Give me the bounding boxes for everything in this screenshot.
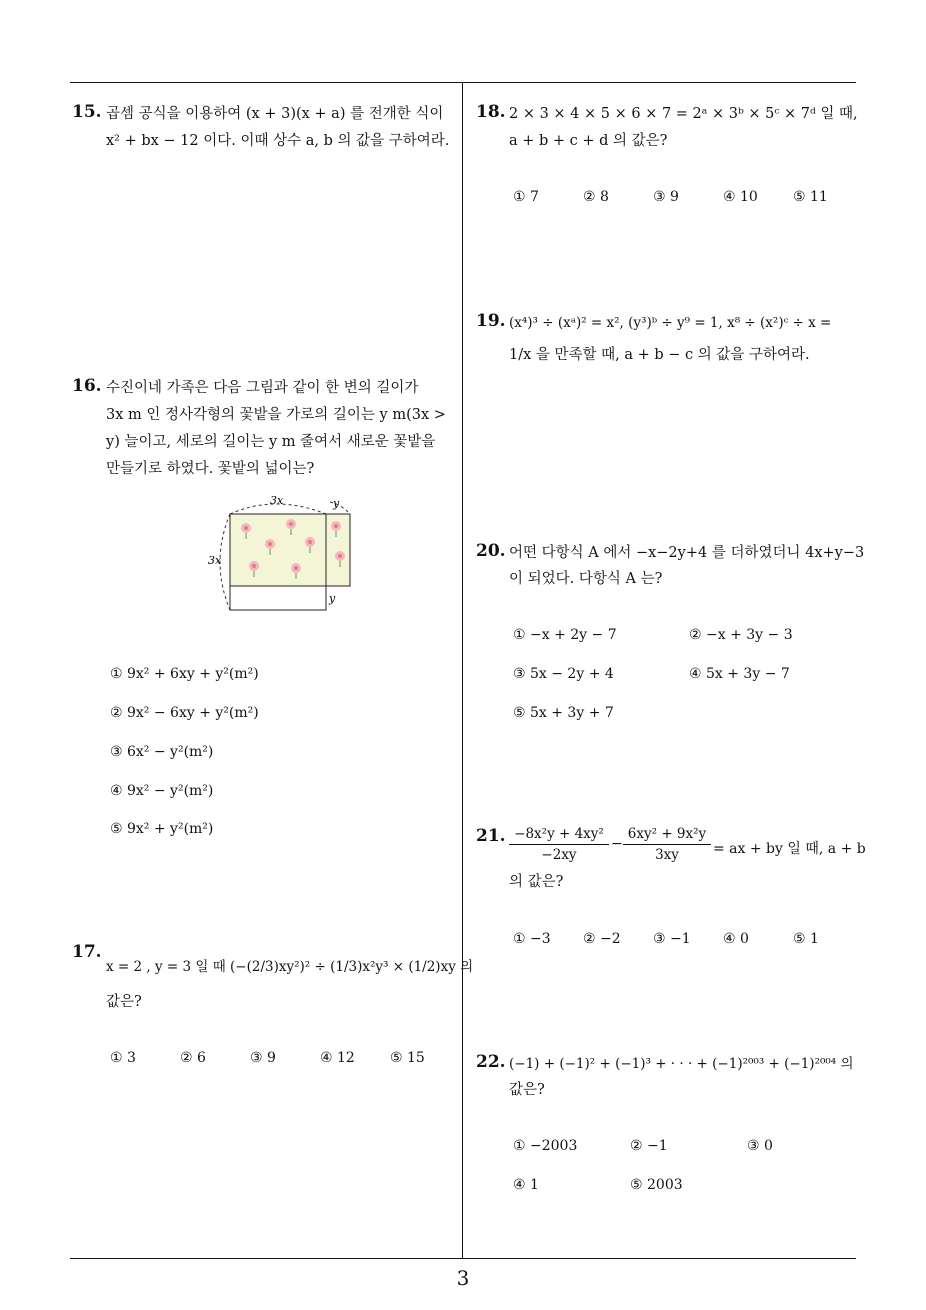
question-text-line: y) 늘이고, 세로의 길이는 y m 줄여서 새로운 꽃밭을: [106, 434, 436, 450]
question-text-line: 어떤 다항식 A 에서 −x−2y+4 를 더하였더니 4x+y−3: [509, 545, 865, 561]
option[interactable]: ③ 6x² − y²(m²): [110, 744, 214, 760]
option[interactable]: ④ 5x + 3y − 7: [689, 666, 790, 682]
option[interactable]: ① −x + 2y − 7: [513, 627, 617, 643]
question-text-line: a + b + c + d 의 값은?: [509, 133, 668, 149]
option[interactable]: ② −2: [583, 931, 621, 947]
fraction-numerator: 6xy² + 9x²y: [623, 826, 711, 845]
option[interactable]: ② 8: [583, 189, 609, 205]
option[interactable]: ④ 12: [320, 1050, 355, 1066]
question-text-line: 수진이네 가족은 다음 그림과 같이 한 변의 길이가: [106, 380, 419, 396]
label-y-right: y: [329, 592, 336, 605]
label-y-top: y: [333, 497, 340, 510]
label-3x-top: 3x: [270, 494, 284, 507]
fraction-denominator: 3xy: [655, 847, 679, 863]
option[interactable]: ② −1: [630, 1138, 668, 1154]
question-text-line: 의 값은?: [509, 874, 564, 890]
option[interactable]: ③ 9: [250, 1050, 276, 1066]
question-text-line: 1/x 을 만족할 때, a + b − c 의 값을 구하여라.: [509, 347, 810, 363]
question-number: 18.: [476, 102, 506, 122]
option[interactable]: ② −x + 3y − 3: [689, 627, 793, 643]
bottom-rule: [70, 1258, 856, 1259]
option[interactable]: ⑤ 15: [390, 1050, 425, 1066]
fraction-denominator: −2xy: [541, 847, 577, 863]
question-text-line: 3x m 인 정사각형의 꽃밭을 가로의 길이는 y m(3x >: [106, 407, 446, 423]
option[interactable]: ⑤ 9x² + y²(m²): [110, 821, 214, 837]
option[interactable]: ③ 5x − 2y + 4: [513, 666, 614, 682]
question-number: 17.: [72, 942, 102, 962]
top-rule: [70, 82, 856, 83]
option[interactable]: ⑤ 5x + 3y + 7: [513, 705, 614, 721]
fraction-2: [623, 826, 711, 863]
option[interactable]: ① −2003: [513, 1138, 578, 1154]
question-text-line: 값은?: [106, 994, 142, 1010]
question-text-line: (x⁴)³ ÷ (xᵃ)² = x², (y³)ᵇ ÷ y⁹ = 1, x⁸ ÷ (x²)ᶜ ÷ x =: [509, 315, 832, 331]
fraction-1: [509, 826, 609, 863]
option[interactable]: ① 7: [513, 189, 539, 205]
question-number: 15.: [72, 102, 102, 122]
question-text-line: 곱셈 공식을 이용하여 (x + 3)(x + a) 를 전개한 식이: [106, 106, 444, 122]
question-number: 22.: [476, 1052, 506, 1072]
option[interactable]: ③ 0: [747, 1138, 773, 1154]
question-text-line: x = 2 , y = 3 일 때 (−(2/3)xy²)² ÷ (1/3)x²y³ × (1/2)xy 의: [106, 959, 474, 975]
page-number: 3: [456, 1266, 470, 1290]
garden-figure: [200, 492, 370, 620]
question-number: 16.: [72, 376, 102, 396]
option[interactable]: ④ 0: [723, 931, 749, 947]
option[interactable]: ① 3: [110, 1050, 136, 1066]
column-divider: [462, 82, 463, 1258]
label-3x-left: 3x: [208, 554, 222, 567]
option[interactable]: ④ 1: [513, 1177, 539, 1193]
question-number: 20.: [476, 541, 506, 561]
option[interactable]: ⑤ 11: [793, 189, 828, 205]
question-text-line: 2 × 3 × 4 × 5 × 6 × 7 = 2ᵃ × 3ᵇ × 5ᶜ × 7ᵈ 일 때,: [509, 106, 858, 122]
minus-sign: −: [611, 836, 623, 852]
option[interactable]: ⑤ 2003: [630, 1177, 683, 1193]
option[interactable]: ② 9x² − 6xy + y²(m²): [110, 705, 259, 721]
question-text-line: (−1) + (−1)² + (−1)³ + · · · + (−1)²⁰⁰³ + (−1)²⁰⁰⁴ 의: [509, 1056, 854, 1072]
question-number: 21.: [476, 826, 506, 846]
option[interactable]: ⑤ 1: [793, 931, 819, 947]
option[interactable]: ① −3: [513, 931, 551, 947]
option[interactable]: ④ 9x² − y²(m²): [110, 783, 214, 799]
question-text-line: 이 되었다. 다항식 A 는?: [509, 571, 663, 587]
option[interactable]: ① 9x² + 6xy + y²(m²): [110, 666, 259, 682]
option[interactable]: ③ −1: [653, 931, 691, 947]
question-text-line: 값은?: [509, 1082, 545, 1098]
option[interactable]: ② 6: [180, 1050, 206, 1066]
question-text-line: 만들기로 하였다. 꽃밭의 넓이는?: [106, 461, 315, 477]
option[interactable]: ③ 9: [653, 189, 679, 205]
option[interactable]: ④ 10: [723, 189, 758, 205]
question-text-line: x² + bx − 12 이다. 이때 상수 a, b 의 값을 구하여라.: [106, 133, 450, 149]
question-text-line: = ax + by 일 때, a + b: [713, 841, 866, 857]
question-number: 19.: [476, 311, 506, 331]
fraction-numerator: −8x²y + 4xy²: [509, 826, 609, 845]
